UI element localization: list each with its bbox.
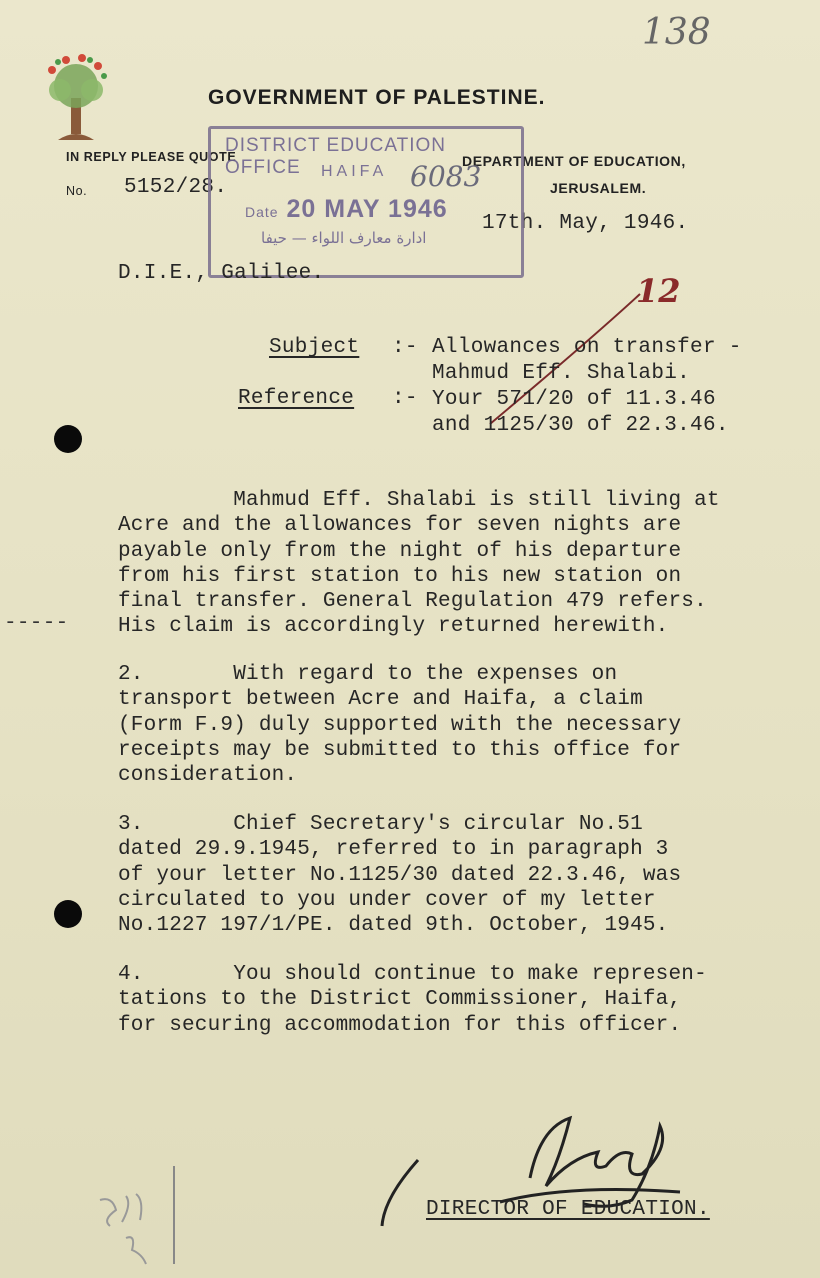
stamp-office: DISTRICT EDUCATION OFFICE [225, 135, 447, 178]
archive-logo-icon [38, 50, 116, 146]
ref-no-label: No. [66, 184, 88, 198]
department-label: DEPARTMENT OF EDUCATION, [462, 153, 686, 169]
paragraph-1: Mahmud Eff. Shalabi is still living at Acre and the allowances for seven nights are payable only from the night of his departure from his first station to his new station on final transfer. General Regulation 479 refers. His claim is accordingly returned herewith. [118, 489, 720, 639]
reference-separator: :- [392, 387, 418, 410]
subject-label: Subject [269, 336, 360, 359]
stamp-handwritten-number: 6083 [410, 160, 482, 193]
recipient: D.I.E., Galilee. [118, 262, 325, 285]
city-label: JERUSALEM. [550, 180, 647, 196]
reference-line-1: Your 571/20 of 11.3.46 [432, 388, 716, 411]
letter-date: 17th. May, 1946. [482, 212, 689, 235]
subject-line-2: Mahmud Eff. Shalabi. [432, 362, 691, 385]
subject-line-1: Allowances on transfer - [432, 336, 742, 359]
subject-separator: :- [392, 336, 418, 359]
signature-title: DIRECTOR OF EDUCATION. [426, 1198, 710, 1221]
reply-label: IN REPLY PLEASE QUOTE [66, 150, 237, 164]
punch-hole-top [54, 425, 82, 453]
stamp-arabic-text: ادارة معارف اللواء — حيفا [261, 229, 427, 247]
pencil-marks-icon [92, 1160, 182, 1270]
page-number: 138 [642, 12, 711, 53]
stamp-city: HAIFA [321, 163, 388, 180]
paragraph-2: 2. With regard to the expenses on transport between Acre and Haifa, a claim (Form F.9) duly supported with the necessary receipts may be submitted to this office for consideration. [118, 663, 682, 788]
ref-number: 5152/28. [124, 176, 228, 199]
punch-hole-bottom [54, 900, 82, 928]
reference-label: Reference [238, 387, 355, 410]
received-stamp [208, 126, 524, 278]
stamp-date-value: 20 MAY 1946 [286, 195, 448, 223]
paragraph-3: 3. Chief Secretary's circular No.51 dated 29.9.1945, referred to in paragraph 3 of your letter No.1125/30 dated 22.3.46, was circulated to you under cover of my letter No.1227 197/1/PE. dated 9th. October, 1945. [118, 813, 682, 938]
stamp-date [245, 195, 448, 224]
margin-dashes: ----- [4, 612, 69, 635]
margin-note: 12 [636, 272, 681, 310]
reference-line-2: and 1125/30 of 22.3.46. [432, 414, 729, 437]
paragraph-4: 4. You should continue to make represen- tations to the District Commissioner, Haifa, for securing accommodation for this officer. [118, 963, 707, 1037]
government-heading: GOVERNMENT OF PALESTINE. [208, 86, 546, 109]
stamp-date-label: Date [245, 204, 279, 220]
